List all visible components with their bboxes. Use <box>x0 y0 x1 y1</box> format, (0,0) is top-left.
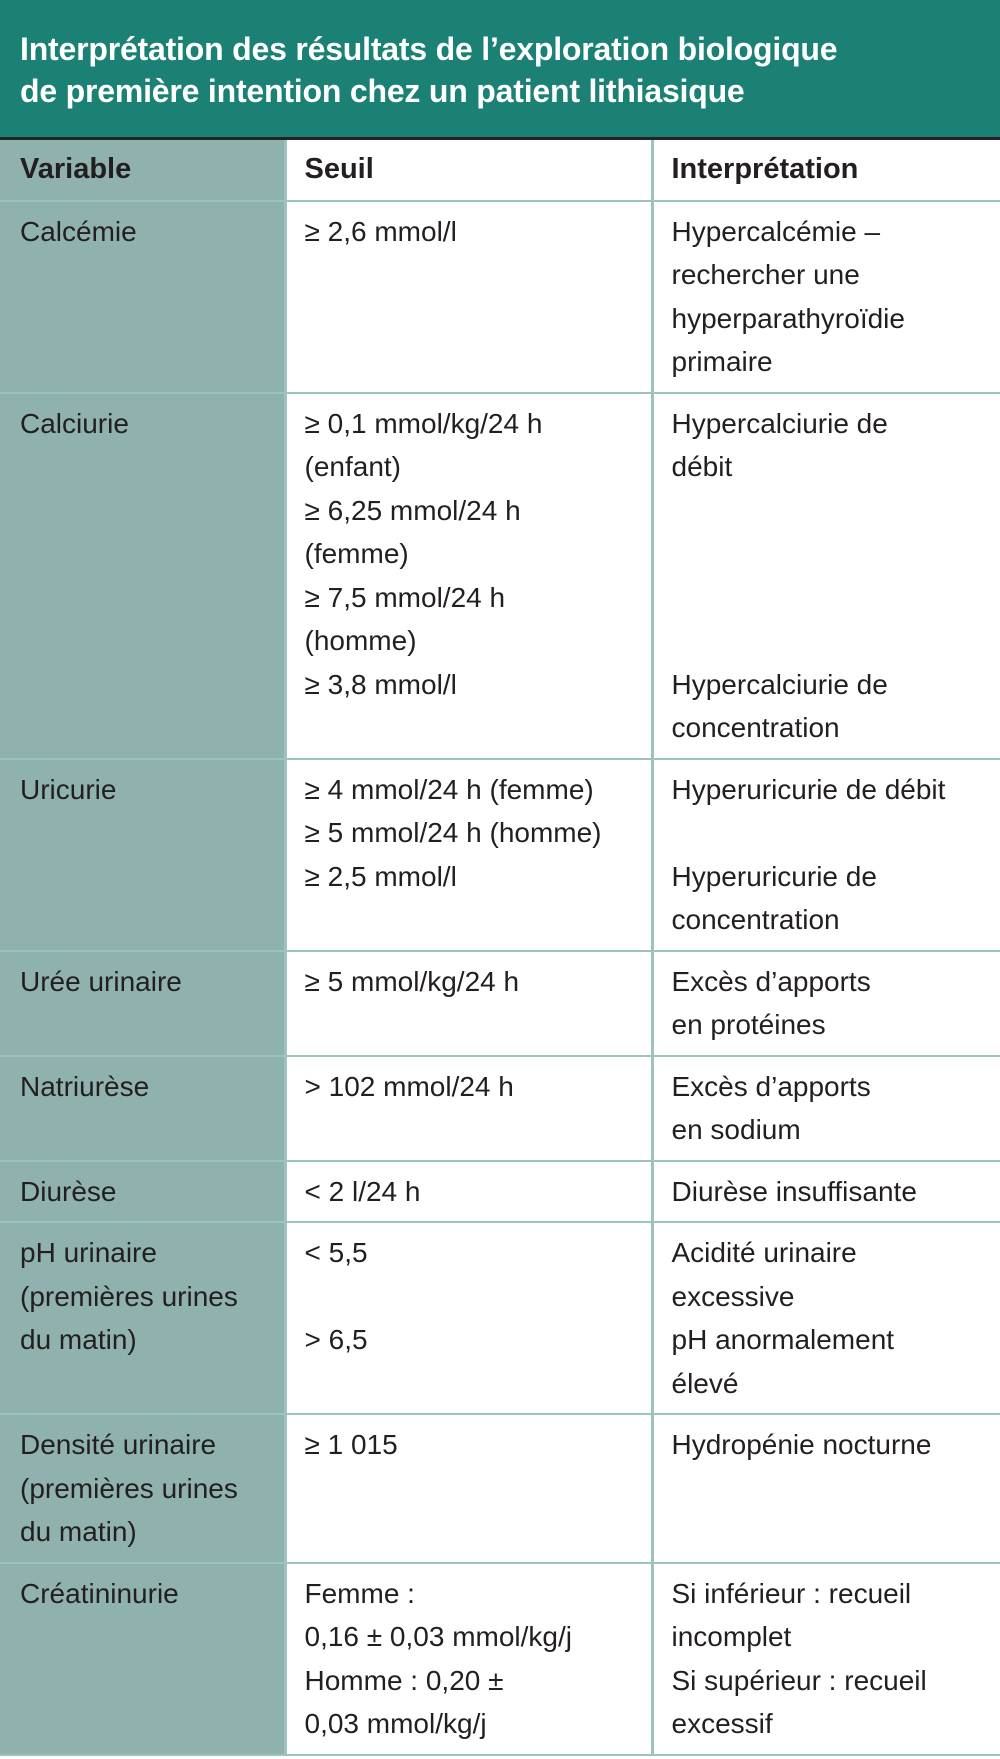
seuil-cell <box>285 1563 652 1755</box>
interpretation-cell <box>652 1414 1000 1563</box>
seuil-text-line: ≥ 3,8 mmol/l <box>304 668 457 700</box>
interpretation-text-line: Si supérieur : recueil <box>671 1664 927 1696</box>
header-interpretation: Interprétation <box>652 140 1000 201</box>
interpretation-text-line: en sodium <box>671 1114 801 1145</box>
variable-cell <box>0 1414 285 1563</box>
variable-text-line: (premières urines <box>20 1472 238 1504</box>
interpretation-text-line: rechercher une <box>671 259 860 290</box>
seuil-text-line: 0,16 ± 0,03 mmol/kg/j <box>304 1621 572 1652</box>
variable-cell <box>0 951 285 1056</box>
results-table <box>0 140 1000 1756</box>
interpretation-text-line: Hyperuricurie de débit <box>671 773 946 805</box>
seuil-cell <box>285 393 652 759</box>
seuil-text-line: (enfant) <box>304 451 401 482</box>
table-row <box>0 1161 1000 1223</box>
interpretation-text-line: débit <box>671 451 733 482</box>
seuil-cell <box>285 1414 652 1563</box>
table-row <box>0 393 1000 759</box>
interpretation-cell <box>652 1563 1000 1755</box>
interpretation-text-line: en protéines <box>671 1009 826 1040</box>
variable-cell <box>0 1222 285 1414</box>
interpretation-text-line: élevé <box>671 1367 739 1399</box>
variable-text-line: (premières urines <box>20 1280 238 1312</box>
variable-cell <box>0 1161 285 1223</box>
variable-cell <box>0 1056 285 1161</box>
variable-text-line: pH urinaire <box>20 1237 157 1268</box>
interpretation-cell <box>652 201 1000 393</box>
seuil-cell <box>285 759 652 951</box>
interpretation-text-line: Hypercalcémie – <box>671 215 881 247</box>
interpretation-text-line: Si inférieur : recueil <box>671 1577 912 1609</box>
seuil-cell <box>285 1161 652 1223</box>
interpretation-text-line: excessive <box>671 1280 795 1312</box>
interpretation-text-line: Excès d’apports <box>671 965 871 997</box>
variable-text-line: Uricurie <box>20 773 117 805</box>
interpretation-text-line: Hypercalciurie de <box>671 407 888 439</box>
seuil-text-line: ≥ 5 mmol/24 h (homme) <box>304 817 602 848</box>
table-row <box>0 1222 1000 1414</box>
seuil-cell <box>285 1222 652 1414</box>
variable-cell <box>0 759 285 951</box>
seuil-text-line: ≥ 7,5 mmol/24 h <box>304 581 506 613</box>
interpretation-text-line: Excès d’apports <box>671 1070 871 1102</box>
table-body <box>0 201 1000 1755</box>
seuil-text-line: ≥ 0,1 mmol/kg/24 h <box>304 407 543 439</box>
header-seuil: Seuil <box>285 140 652 201</box>
table-title-line-2: de première intention chez un patient lithiasique <box>20 73 745 109</box>
interpretation-cell <box>652 1056 1000 1161</box>
interpretation-text-line: Hypercalciurie de <box>671 668 888 700</box>
seuil-text-line: Homme : 0,20 ± <box>304 1664 504 1696</box>
variable-text-line: du matin) <box>20 1516 137 1547</box>
seuil-text-line: (homme) <box>304 625 417 656</box>
seuil-cell <box>285 201 652 393</box>
interpretation-text-line: Hydropénie nocturne <box>671 1429 932 1460</box>
variable-text-line: Urée urinaire <box>20 965 182 997</box>
variable-text-line: Calciurie <box>20 407 129 439</box>
seuil-text-line: ≥ 5 mmol/kg/24 h <box>304 965 520 997</box>
interpretation-text-line: excessif <box>671 1708 773 1739</box>
table-row <box>0 1414 1000 1563</box>
seuil-text-line: < 2 l/24 h <box>304 1175 421 1207</box>
interpretation-text-line: Hyperuricurie de <box>671 860 877 892</box>
interpretation-text-line: primaire <box>671 346 773 377</box>
seuil-cell <box>285 1056 652 1161</box>
header-variable: Variable <box>0 140 285 201</box>
seuil-text-line: (femme) <box>304 538 409 569</box>
seuil-text-line: > 6,5 <box>304 1324 368 1355</box>
table-row <box>0 951 1000 1056</box>
seuil-text-line: 0,03 mmol/kg/j <box>304 1708 487 1739</box>
variable-text-line: Diurèse <box>20 1175 117 1207</box>
table-row <box>0 759 1000 951</box>
interpretation-cell <box>652 951 1000 1056</box>
interpretation-text-line: incomplet <box>671 1621 792 1652</box>
interpretation-text-line: Diurèse insuffisante <box>671 1175 917 1207</box>
table-header-row <box>0 140 1000 201</box>
variable-text-line: Calcémie <box>20 215 137 247</box>
variable-text-line: du matin) <box>20 1324 137 1355</box>
interpretation-text-line: Acidité urinaire <box>671 1237 857 1268</box>
table-row <box>0 1056 1000 1161</box>
table-row <box>0 1563 1000 1755</box>
seuil-cell <box>285 951 652 1056</box>
interpretation-text-line: concentration <box>671 904 840 935</box>
table-title-bar <box>0 0 1000 140</box>
seuil-text-line: ≥ 6,25 mmol/24 h <box>304 494 521 526</box>
table-title-line-1: Interprétation des résultats de l’exploration biologique <box>20 31 838 67</box>
interpretation-cell <box>652 393 1000 759</box>
variable-text-line: Natriurèse <box>20 1070 150 1102</box>
interpretation-cell <box>652 1161 1000 1223</box>
seuil-text-line: ≥ 1 015 <box>304 1429 398 1460</box>
interpretation-text-line: concentration <box>671 712 840 743</box>
interpretation-text-line: hyperparathyroïdie <box>671 302 905 334</box>
variable-cell <box>0 201 285 393</box>
variable-cell <box>0 1563 285 1755</box>
variable-text-line: Densité urinaire <box>20 1429 217 1460</box>
seuil-text-line: > 102 mmol/24 h <box>304 1070 514 1102</box>
variable-text-line: Créatininurie <box>20 1577 179 1609</box>
seuil-text-line: ≥ 4 mmol/24 h (femme) <box>304 773 594 805</box>
variable-cell <box>0 393 285 759</box>
seuil-text-line: ≥ 2,5 mmol/l <box>304 860 457 892</box>
interpretation-cell <box>652 1222 1000 1414</box>
seuil-text-line: < 5,5 <box>304 1237 368 1268</box>
seuil-text-line: Femme : <box>304 1577 415 1609</box>
interpretation-text-line: pH anormalement <box>671 1324 895 1355</box>
seuil-text-line: ≥ 2,6 mmol/l <box>304 215 457 247</box>
interpretation-cell <box>652 759 1000 951</box>
table-row <box>0 201 1000 393</box>
